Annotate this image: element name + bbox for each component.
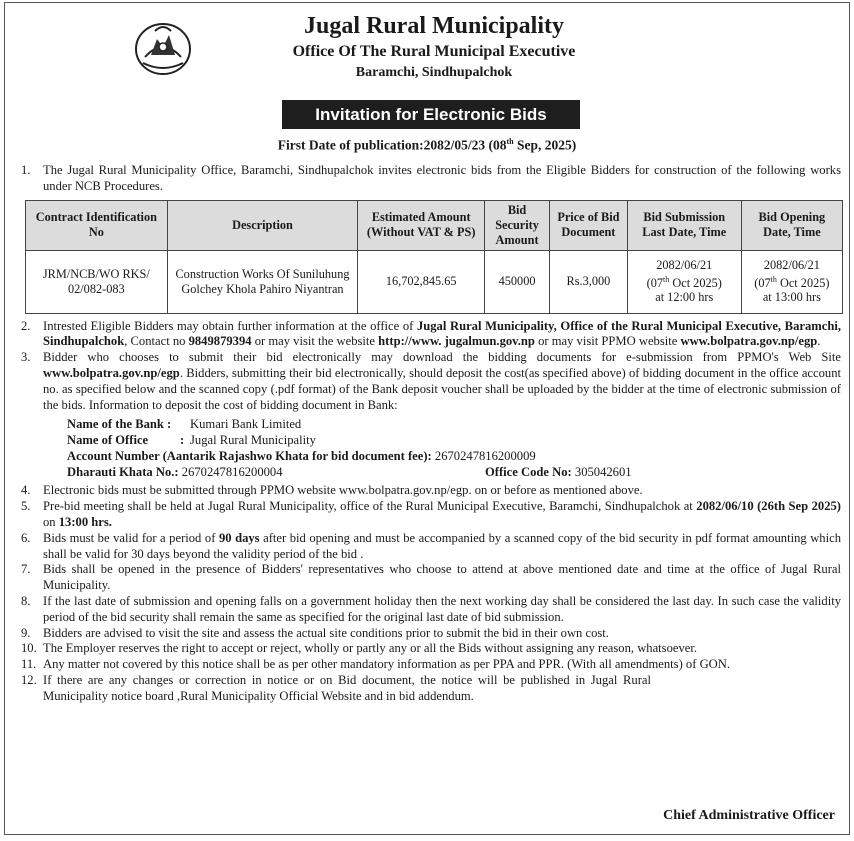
publication-date: First Date of publication:2082/05/23 (08th Sep, 2025) bbox=[277, 137, 577, 153]
notice-body bbox=[21, 163, 841, 705]
col-contract-id: Contract Identification No bbox=[26, 200, 168, 250]
clause-11: 11. Any matter not covered by this notice shall be as per other mandatory information as per PPA and PPR. (With all amendments) of GON. bbox=[21, 657, 730, 672]
cell-estimated-amount: 16,702,845.65 bbox=[358, 250, 485, 313]
clause-9: 9. Bidders are advised to visit the site and assess the actual site conditions prior to submit the bid in their own cost. bbox=[21, 625, 609, 640]
col-description: Description bbox=[167, 200, 358, 250]
clause-7: 7. Bids shall be opened in the presence of Bidders' representatives who choose to attend at above mentioned date and time at the office of Jugal Rural Municipality. bbox=[21, 562, 841, 593]
col-bid-security: Bid Security Amount bbox=[485, 200, 550, 250]
clause-12: 12. If there are any changes or correction in notice or on Bid document, the notice will be published in Jugal Rural Municipality notice board ,Rural Municipality Official Website and in bid addendum. bbox=[21, 672, 651, 703]
dharauti-row: Dharauti Khata No.: 2670247816200004 Office Code No: 305042601 bbox=[67, 465, 632, 480]
col-estimated-amount: Estimated Amount (Without VAT & PS) bbox=[358, 200, 485, 250]
table-row bbox=[26, 250, 843, 313]
cell-bid-security: 450000 bbox=[485, 250, 550, 313]
office-location: Baramchi, Sindhupalchok bbox=[355, 65, 513, 80]
signoff: Chief Administrative Officer bbox=[663, 808, 835, 823]
clause-5: 5. Pre-bid meeting shall be held at Jugal Rural Municipality, office of the Rural Municipal Executive, Baramchi, Sindhupalchok at 2082/06/10 (26th Sep 2025) on 13:00 hrs. bbox=[21, 499, 841, 529]
municipality-title: Jugal Rural Municipality bbox=[303, 13, 565, 39]
clause-4: 4. Electronic bids must be submitted through PPMO website www.bolpatra.gov.np/egp. on or before as mentioned above. bbox=[21, 483, 643, 498]
notice-header bbox=[5, 11, 849, 83]
table-header-row bbox=[26, 200, 843, 250]
ppmo-website-link[interactable]: www.bolpatra.gov.np/egp bbox=[680, 334, 818, 349]
office-code: Office Code No: 305042601 bbox=[485, 465, 632, 480]
municipality-website-link[interactable]: http://www. jugalmun.gov.np bbox=[378, 334, 535, 349]
clause-1: 1. The Jugal Rural Municipality Office, Baramchi, Sindhupalchok invites electronic bids from the Eligible Bidders for construction of the following works under NCB Procedures. bbox=[21, 163, 841, 193]
bid-table bbox=[25, 200, 843, 314]
col-opening: Bid Opening Date, Time bbox=[741, 200, 842, 250]
office-name-row: Name of Office : Jugal Rural Municipality bbox=[67, 433, 316, 448]
office-name: Office Of The Rural Municipal Executive bbox=[292, 43, 576, 60]
cell-submission: 2082/06/21 (07th Oct 2025) at 12:00 hrs bbox=[627, 250, 741, 313]
notice-banner: Invitation for Electronic Bids bbox=[282, 100, 580, 129]
bank-details bbox=[21, 416, 841, 480]
cell-description: Construction Works Of Suniluhung Golchey Khola Pahiro Niyantran bbox=[167, 250, 358, 313]
bank-name-row: Name of the Bank : Kumari Bank Limited bbox=[67, 417, 302, 432]
clause-6: 6. Bids must be valid for a period of 90 days after bid opening and must be accompanied by a scanned copy of the bid security in pdf format amounting which shall be valid for 30 days beyond the validity period of the bid . bbox=[21, 530, 841, 561]
account-number-row: Account Number (Aantarik Rajashwo Khata for bid document fee): 2670247816200009 bbox=[67, 449, 536, 464]
col-submission: Bid Submission Last Date, Time bbox=[627, 200, 741, 250]
bolpatra-link[interactable]: www.bolpatra.gov.np/egp bbox=[43, 365, 180, 380]
cell-contract-id: JRM/NCB/WO RKS/ 02/082-083 bbox=[26, 250, 168, 313]
clause-10: 10. The Employer reserves the right to accept or reject, wholly or partly any or all the Bids without assigning any reason, whatsoever. bbox=[21, 641, 697, 656]
col-doc-price: Price of Bid Document bbox=[550, 200, 628, 250]
clause-8: 8. If the last date of submission and opening falls on a government holiday then the next working day shall be considered the last day. In such case the validity period of the bid security shall remain the same as specified for the original last date of bid submission. bbox=[21, 593, 841, 624]
clause-2: 2. Intrested Eligible Bidders may obtain further information at the office of Jugal Rural Municipality, Office of the Rural Municipal Executive, Baramchi, Sindhupalchok, Contact no 9849879394 or may visit the website http://www. jugalmun.gov.np or may visit PPMO website www.bolpatra.gov.np/egp. bbox=[21, 318, 841, 349]
notice-page bbox=[4, 2, 850, 835]
cell-doc-price: Rs.3,000 bbox=[550, 250, 628, 313]
clause-3: 3. Bidder who chooses to submit their bid electronically may download the bidding documents for e-submission from PPMO's Web Site www.bolpatra.gov.np/egp. Bidders, submitting their bid electronically, should deposit the cost(as specified above) of bidding document in the office account no. as specified below and the scanned copy (.pdf format) of the Bank deposit voucher shall be uploaded by the bidder at the time of electronic submission of the bids. Information to deposit the cost of bidding document in Bank: bbox=[21, 350, 841, 412]
cell-opening: 2082/06/21 (07th Oct 2025) at 13:00 hrs bbox=[741, 250, 842, 313]
